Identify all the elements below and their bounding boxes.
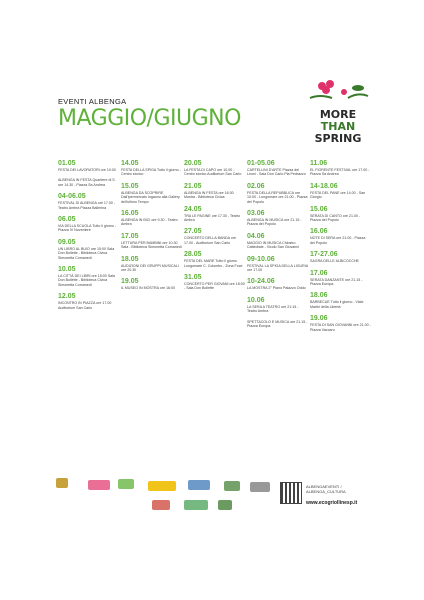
event-text: LETTURA PER BAMBINI ore 10.30 Sala - Biblioteca Simonetta Comanedi	[121, 240, 182, 250]
event-text: LA CITTÀ DEI LIBRI ore 15:00 Sala Don Bollette - Biblioteca Civica Simonetta Comanedi	[58, 274, 115, 287]
event-item	[184, 274, 245, 291]
event-text: LA FESTA DI CAPO ore 10.00 - Centro storico Auditorium San Carlo	[184, 168, 242, 177]
event-item	[184, 206, 245, 223]
event-date: 09-10.06	[247, 255, 275, 263]
event-text: CONCERTO DELLA BANDA ore 17.00 - Auditorium San Carlo	[184, 236, 236, 245]
event-item	[121, 160, 182, 177]
event-text: ALBENGA IN FESTA ore 16:30 Mostra - Biblioteca Civica	[184, 190, 234, 200]
eventi-label: EVENTI ALBENGA	[58, 97, 127, 106]
event-date: 15.06	[310, 205, 328, 213]
event-item	[121, 210, 182, 227]
event-date: 17.06	[310, 269, 328, 277]
event-item	[247, 160, 308, 177]
event-column-5	[310, 160, 371, 460]
event-item	[184, 160, 245, 177]
event-poster	[52, 74, 377, 526]
event-text: SERATA DANZANTE ore 21.15 - Piazza Europa	[310, 277, 363, 287]
event-date: 18.05	[121, 255, 139, 263]
event-item	[310, 183, 371, 200]
event-item	[310, 160, 371, 177]
event-text: NOTE DI SERA ore 21.00 - Piazza del Popolo	[310, 236, 366, 245]
event-text: UN LIBRO AL BUIO ore 15:00 Sala Don Bollette - Biblioteca Civica Simonetta Comanedi	[58, 246, 115, 260]
event-text: IL MUSEO IN MOSTRA ore 16:00	[121, 286, 175, 291]
sponsor-logo-8	[152, 500, 170, 510]
event-item	[184, 183, 245, 200]
event-text: ALBENGA IN MUSICA ore 21.15 - Piazza del Popolo	[247, 218, 302, 227]
event-item	[310, 251, 371, 263]
event-text: SERATA DI CANTO ore 21.00 - Piazza del Popolo	[310, 213, 361, 223]
more-than-spring-logo	[302, 78, 374, 145]
event-text: ALBENGA IN BICI ore 9.30 - Teatro Ambra	[121, 218, 178, 227]
sponsor-logo-4	[148, 481, 176, 491]
event-columns	[58, 160, 374, 460]
event-text: CARTELLINI D'ARTE Piazza dei Leoni - Sala Don Carlo Pia Pedrazzo	[247, 168, 306, 177]
event-item	[310, 228, 371, 245]
event-date: 16.05	[121, 210, 139, 218]
event-date: 28.05	[184, 251, 202, 259]
event-date: 15.05	[121, 182, 139, 190]
event-item	[121, 256, 182, 273]
event-column-2	[121, 160, 182, 460]
event-text: FESTA DI SAN GIOVANNI ore 21.00 - Piazza Vaccaro	[310, 323, 371, 332]
event-text: FESTA DELLA SPIGA Tutto il giorno - Centro storico	[121, 168, 181, 177]
event-text: TRA LE PAGINE ore 17.30 - Teatro Ambra	[184, 213, 240, 223]
event-date: 01.05	[58, 160, 76, 167]
event-date: 14-18.06	[310, 182, 338, 190]
event-date: 18.06	[310, 292, 328, 300]
event-text: BARBECUE Tutto il giorno - Viale Martiri della Libertà	[310, 300, 364, 309]
event-text: EL FIORENTE FESTIVAL ore 17.00 - Piazza Sa Andrea	[310, 168, 370, 177]
event-item	[247, 210, 308, 227]
event-date: 04-06.05	[58, 193, 86, 201]
event-text: SAGRA DELLE ALBICOCCHE	[310, 259, 359, 264]
event-text: FESTIVAL DI ALBENGA ore 17.00 - Teatro Ambra Piazza Ballerina	[58, 201, 116, 210]
event-item	[247, 256, 308, 273]
event-date: 16.06	[310, 228, 328, 236]
event-item	[121, 233, 182, 250]
qr-code[interactable]	[280, 482, 302, 504]
event-date: 20.05	[184, 160, 202, 167]
event-item	[58, 160, 119, 172]
event-date: 06.05	[58, 216, 76, 224]
logo-word-spring: SPRING	[314, 132, 362, 145]
event-item	[58, 193, 119, 210]
sponsor-logo-2	[88, 480, 110, 490]
sponsor-footer	[52, 470, 377, 526]
event-text: SPETTACOLO E MUSICA ore 21.15 - Piazza Europa	[247, 319, 308, 329]
event-column-1	[58, 160, 119, 460]
event-date: 10-24.06	[247, 278, 275, 286]
event-text: ALBENGA IN FESTA Quartiere di S. ore 14.30 - Piazza Sa Andrea	[58, 178, 116, 187]
event-text: LA SERA A TEATRO ore 21:15 - Teatro Ambra	[247, 304, 299, 314]
event-item	[121, 278, 182, 290]
event-text: MAGGIO IN MUSICA Chiostro Cattedrale - Vicolo San Giovanni	[247, 240, 300, 250]
sponsor-logo-10	[218, 500, 232, 510]
event-item	[310, 292, 371, 309]
event-item	[247, 278, 308, 290]
event-date: 21.05	[184, 182, 202, 190]
event-date: 03.06	[247, 210, 265, 218]
event-text: LA MOSTRA 2° Piano Palazzo Oddo	[247, 286, 306, 291]
event-text: ALBENGA DA SCOPRIRE Dall'ipermercato Ingauno alla Gallery dell'ultimo Tempo	[121, 190, 180, 204]
sponsor-logo-1	[56, 478, 68, 488]
event-item	[58, 178, 119, 187]
event-date: 17-27.06	[310, 251, 338, 259]
event-date: 10.05	[58, 266, 76, 274]
sponsor-logo-3	[118, 479, 134, 489]
event-text: FESTA DEL MARE Tutto il giorno Lungomare C. Colombo - Zona Foce	[184, 259, 243, 268]
event-item	[58, 239, 119, 260]
event-text: CONCERTO PER GIOVANI ore 18:00 - Sala Don Bollette	[184, 282, 245, 291]
website-link[interactable]: www.ecogriollinesp.it	[306, 500, 358, 506]
social-handles: ALBENGAEVENTI / ALBENGA_CULTURA	[306, 484, 346, 494]
event-item	[121, 183, 182, 204]
event-column-3	[184, 160, 245, 460]
sponsor-logo-5	[188, 480, 210, 490]
event-date: 01-05.06	[247, 160, 275, 167]
event-date: 12.05	[58, 293, 76, 301]
event-item	[58, 216, 119, 233]
event-text: FESTA DEI LAVORATORI ore 10:00	[58, 168, 116, 172]
event-date: 27.05	[184, 228, 202, 236]
event-date: 19.05	[121, 278, 139, 286]
page-title: MAGGIO/GIUGNO	[58, 106, 241, 131]
event-text: FESTA DEL PANE ore 14.00 - San Giorgio	[310, 190, 366, 200]
event-item	[310, 315, 371, 332]
event-item	[310, 270, 371, 287]
sponsor-logo-7	[250, 482, 270, 492]
logo-word-than: THAN	[320, 120, 356, 133]
event-item	[247, 320, 308, 329]
event-date: 14.05	[121, 160, 139, 167]
sponsor-logo-6	[224, 481, 240, 491]
event-item	[58, 266, 119, 287]
event-text: INCONTRO IN PIAZZA ore 17.00 Auditorium San Carlo	[58, 301, 112, 310]
event-column-4	[247, 160, 308, 460]
event-text: FESTIVAL LA SPIGA DELLA LIGURIA ore 17.00	[247, 263, 308, 273]
event-item	[310, 206, 371, 223]
event-item	[184, 228, 245, 245]
event-item	[58, 293, 119, 310]
event-item	[184, 251, 245, 268]
event-item	[247, 297, 308, 314]
event-text: AUDIZIONI DEI GRUPPI MUSICALI ore 20.30	[121, 263, 179, 273]
event-text: FESTA DELLA REPUBBLICA ore 10:00 - Lungomare ore 21.00 - Piazza del Popolo	[247, 190, 308, 204]
event-date: 24.05	[184, 205, 202, 213]
event-date: 17.05	[121, 232, 139, 240]
event-date: 09.05	[58, 238, 76, 246]
event-item	[247, 233, 308, 250]
event-date: 10.06	[247, 296, 265, 304]
event-date: 19.06	[310, 315, 328, 323]
flower-logo-icon	[302, 78, 374, 104]
event-date: 04.06	[247, 232, 265, 240]
logo-word-more: MORE	[319, 108, 357, 121]
event-date: 31.05	[184, 274, 202, 282]
event-date: 02.06	[247, 182, 265, 190]
event-item	[247, 183, 308, 204]
sponsor-logo-9	[184, 500, 208, 510]
event-text: VIA DELLA SCUOLA Tutto il giorno - Piazza IV Novembre	[58, 224, 117, 233]
event-date: 11.06	[310, 160, 328, 167]
